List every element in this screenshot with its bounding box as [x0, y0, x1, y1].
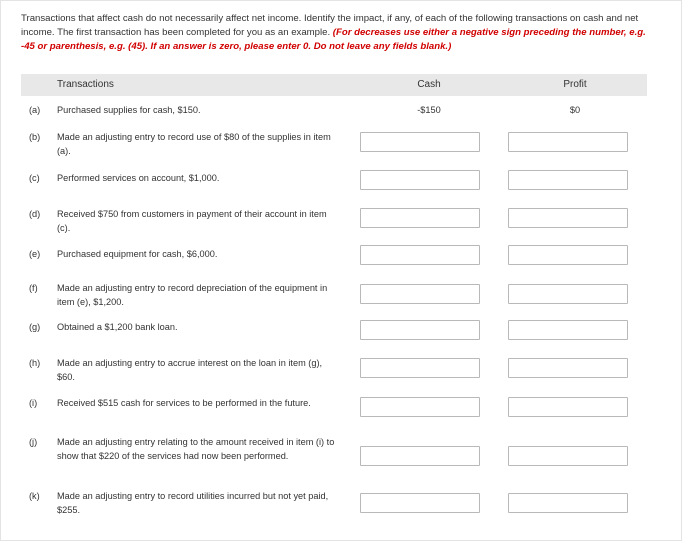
row-letter: (e) [29, 249, 41, 259]
cash-value: -$150 [417, 105, 441, 115]
header-transactions: Transactions [57, 79, 114, 90]
cash-input[interactable] [360, 208, 480, 228]
profit-input[interactable] [508, 170, 628, 190]
profit-input[interactable] [508, 493, 628, 513]
cash-input[interactable] [360, 284, 480, 304]
row-description: Purchased equipment for cash, $6,000. [57, 249, 218, 259]
profit-input[interactable] [508, 358, 628, 378]
cash-input[interactable] [360, 132, 480, 152]
row-description: Made an adjusting entry to record depreciation of the equipment in item (e), $1,200. [57, 283, 328, 307]
row-description: Received $515 cash for services to be performed in the future. [57, 398, 311, 408]
row-description: Made an adjusting entry to record utilities incurred but not yet paid, $255. [57, 491, 329, 515]
row-letter: (g) [29, 322, 41, 332]
header-profit: Profit [563, 79, 587, 90]
row-letter: (j) [29, 437, 38, 447]
row-description: Made an adjusting entry to record use of $80 of the supplies in item (a). [57, 132, 331, 156]
row-description: Made an adjusting entry to accrue interest on the loan in item (g), $60. [57, 358, 323, 382]
row-letter: (b) [29, 132, 41, 142]
profit-input[interactable] [508, 284, 628, 304]
header-cash: Cash [417, 79, 441, 90]
profit-input[interactable] [508, 397, 628, 417]
row-description: Performed services on account, $1,000. [57, 173, 220, 183]
cash-input[interactable] [360, 446, 480, 466]
profit-input[interactable] [508, 320, 628, 340]
cash-input[interactable] [360, 320, 480, 340]
profit-value: $0 [569, 105, 581, 115]
profit-input[interactable] [508, 245, 628, 265]
cash-input[interactable] [360, 245, 480, 265]
row-description: Purchased supplies for cash, $150. [57, 105, 201, 115]
cash-input[interactable] [360, 358, 480, 378]
row-letter: (h) [29, 358, 41, 368]
instructions [21, 12, 651, 54]
profit-input[interactable] [508, 132, 628, 152]
row-description: Obtained a $1,200 bank loan. [57, 322, 178, 332]
row-letter: (a) [29, 105, 41, 115]
row-description: Received $750 from customers in payment of their account in item (c). [57, 209, 327, 233]
row-letter: (d) [29, 209, 41, 219]
profit-input[interactable] [508, 446, 628, 466]
row-letter: (c) [29, 173, 40, 183]
row-letter: (k) [29, 491, 40, 501]
row-letter: (i) [29, 398, 38, 408]
cash-input[interactable] [360, 170, 480, 190]
profit-input[interactable] [508, 208, 628, 228]
table-header [21, 74, 647, 96]
instructions-text: Transactions that affect cash do not necessarily affect net income. Identify the impact, if any, of each of the following transactions on cash and net income. The first transaction has been completed for you as an example. [21, 13, 639, 38]
cash-input[interactable] [360, 493, 480, 513]
row-letter: (f) [29, 283, 38, 293]
instructions-emphasis: (For decreases use either a negative sign preceding the number, e.g. -45 or parenthesis, e.g. (45). If an answer is zero, please enter 0. Do not leave any fields blank.) [21, 27, 646, 52]
cash-input[interactable] [360, 397, 480, 417]
row-description: Made an adjusting entry relating to the amount received in item (i) to show that $220 of the services had now been performed. [57, 437, 335, 461]
